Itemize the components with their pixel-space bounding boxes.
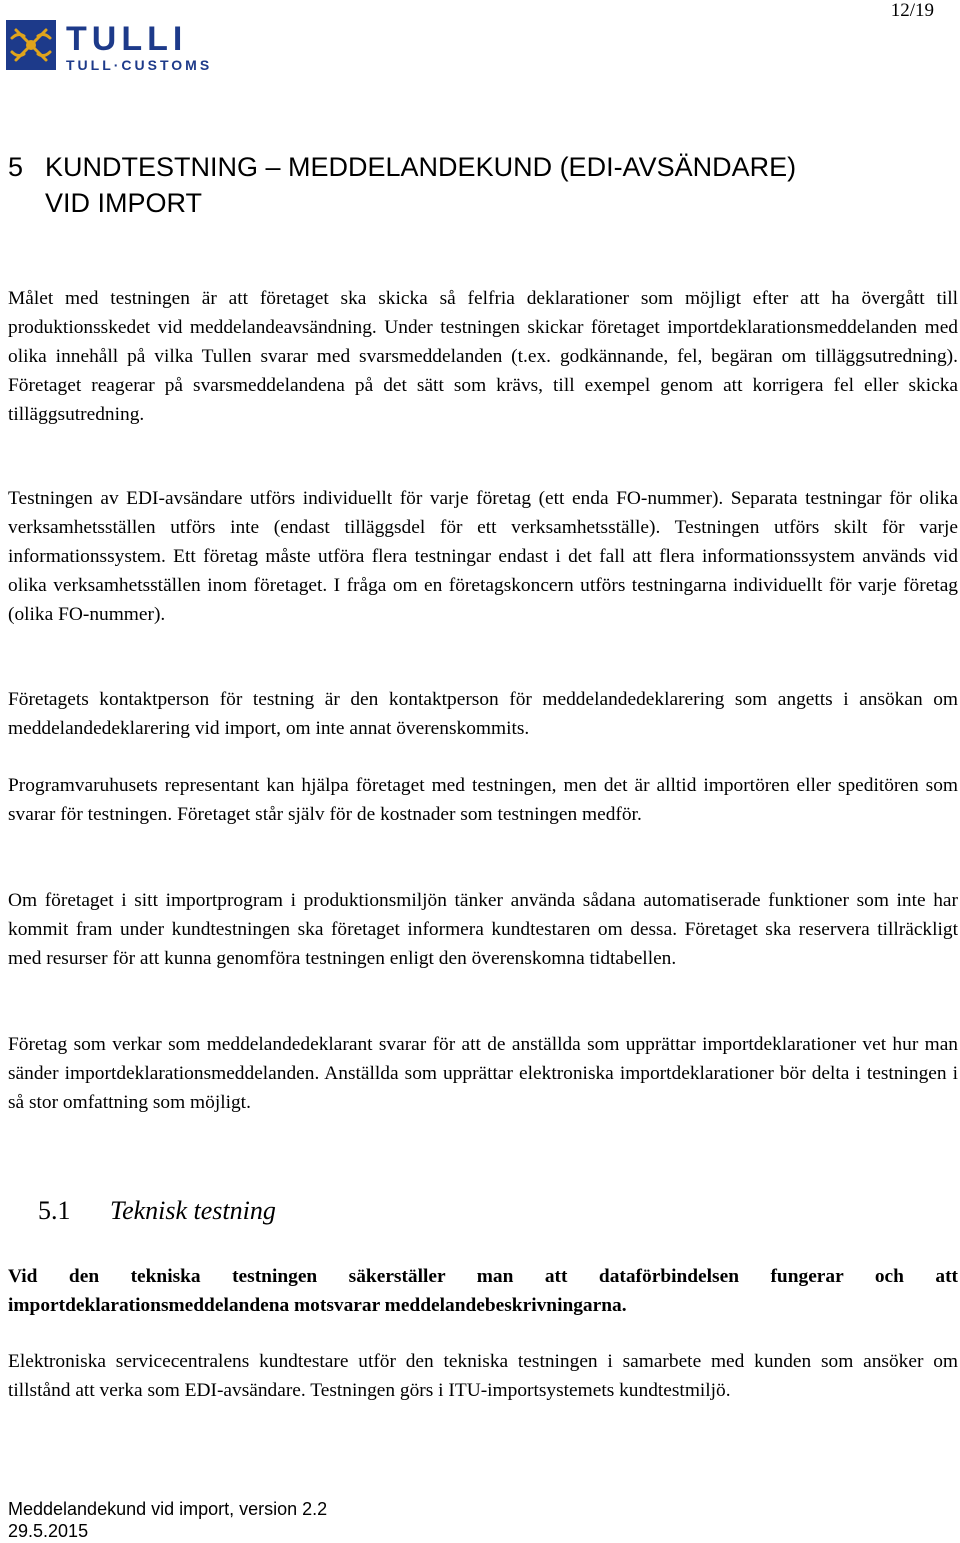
logo-subtitle: TULL·CUSTOMS [66, 57, 213, 73]
chapter-number: 5 [8, 152, 24, 182]
chapter-title-line1: KUNDTESTNING – MEDDELANDEKUND (EDI-AVSÄNDARE) [45, 152, 797, 182]
section-heading [38, 1193, 276, 1229]
tulli-emblem-icon [6, 20, 56, 70]
paragraph-software-vendor: Programvaruhusets representant kan hjälpa företaget med testningen, men det är alltid importören eller speditören som svarar för testningen. Företaget står själv för de kostnader som testningen medför. [8, 775, 958, 825]
chapter-title-line2: VID IMPORT [45, 188, 203, 218]
page-number: 12/19 [890, 0, 934, 21]
footer-document-title: Meddelandekund vid import, version 2.2 [8, 1499, 328, 1519]
section-summary: Vid den tekniska testningen säkerställer man att dataförbindelsen fungerar och att importdeklarationsmeddelandena motsvarar meddelandebeskrivningarna. [8, 1266, 958, 1316]
footer [8, 1498, 327, 1542]
paragraph-automated-functions: Om företaget i sitt importprogram i produktionsmiljön tänker använda sådana automatiserade funktioner som inte har kommit fram under kundtestningen ska företaget informera kundtestaren om dessa. Företaget ska reservera tillräckligt med resurser för att kunna genomföra testningen enligt den överenskomna tidtabellen. [8, 890, 958, 969]
logo-wordmark: TULLI [66, 20, 188, 58]
paragraph-purpose: Målet med testningen är att företaget ska skicka så felfria deklarationer som möjligt efter att ha övergått till produktionsskedet vid meddelandeavsändning. Under testningen skickar företaget importdeklarationsmeddelanden med olika innehåll på vilka Tullen svarar med svarsmeddelanden (t.ex. godkännande, fel, begäran om tilläggsutredning). Företaget reagerar på svarsmeddelandena på det sätt som krävs, till exempel genom att korrigera fel eller skicka tilläggsutredning. [8, 288, 958, 425]
section-number: 5.1 [38, 1196, 71, 1225]
paragraph-edi-testing: Testningen av EDI-avsändare utförs individuellt för varje företag (ett enda FO-nummer). Separata testningar för olika verksamhetsställen utförs inte (endast tilläggsdel för ett verksamhetsställe). Testningen utförs skilt för varje informationssystem. Ett företag måste utföra flera testningar endast i det fall att flera informationssystem används vid olika verksamhetsställen inom företaget. I fråga om en företagskoncern utförs testningarna individuellt för varje företag (olika FO-nummer). [8, 488, 958, 625]
paragraph-contact-person: Företagets kontaktperson för testning är den kontaktperson för meddelandedeklarering som angetts i ansökan om meddelandedeklarering vid import, om inte annat överenskommits. [8, 689, 958, 739]
chapter-heading [8, 149, 938, 221]
section-title: Teknisk testning [110, 1196, 276, 1225]
tulli-logo [6, 20, 212, 72]
paragraph-declarant: Företag som verkar som meddelandedeklarant svarar för att de anställda som upprättar importdeklarationer vet hur man sänder importdeklarationsmeddelanden. Anställda som upprättar elektroniska importdeklarationer bör delta i testningen i så stor omfattning som möjligt. [8, 1034, 958, 1113]
footer-date: 29.5.2015 [8, 1521, 89, 1541]
paragraph-technical-testing: Elektroniska servicecentralens kundtestare utför den tekniska testningen i samarbete med kunden som ansöker om tillstånd att verka som EDI-avsändare. Testningen görs i ITU-importsystemets kundtestmiljö. [8, 1351, 958, 1401]
